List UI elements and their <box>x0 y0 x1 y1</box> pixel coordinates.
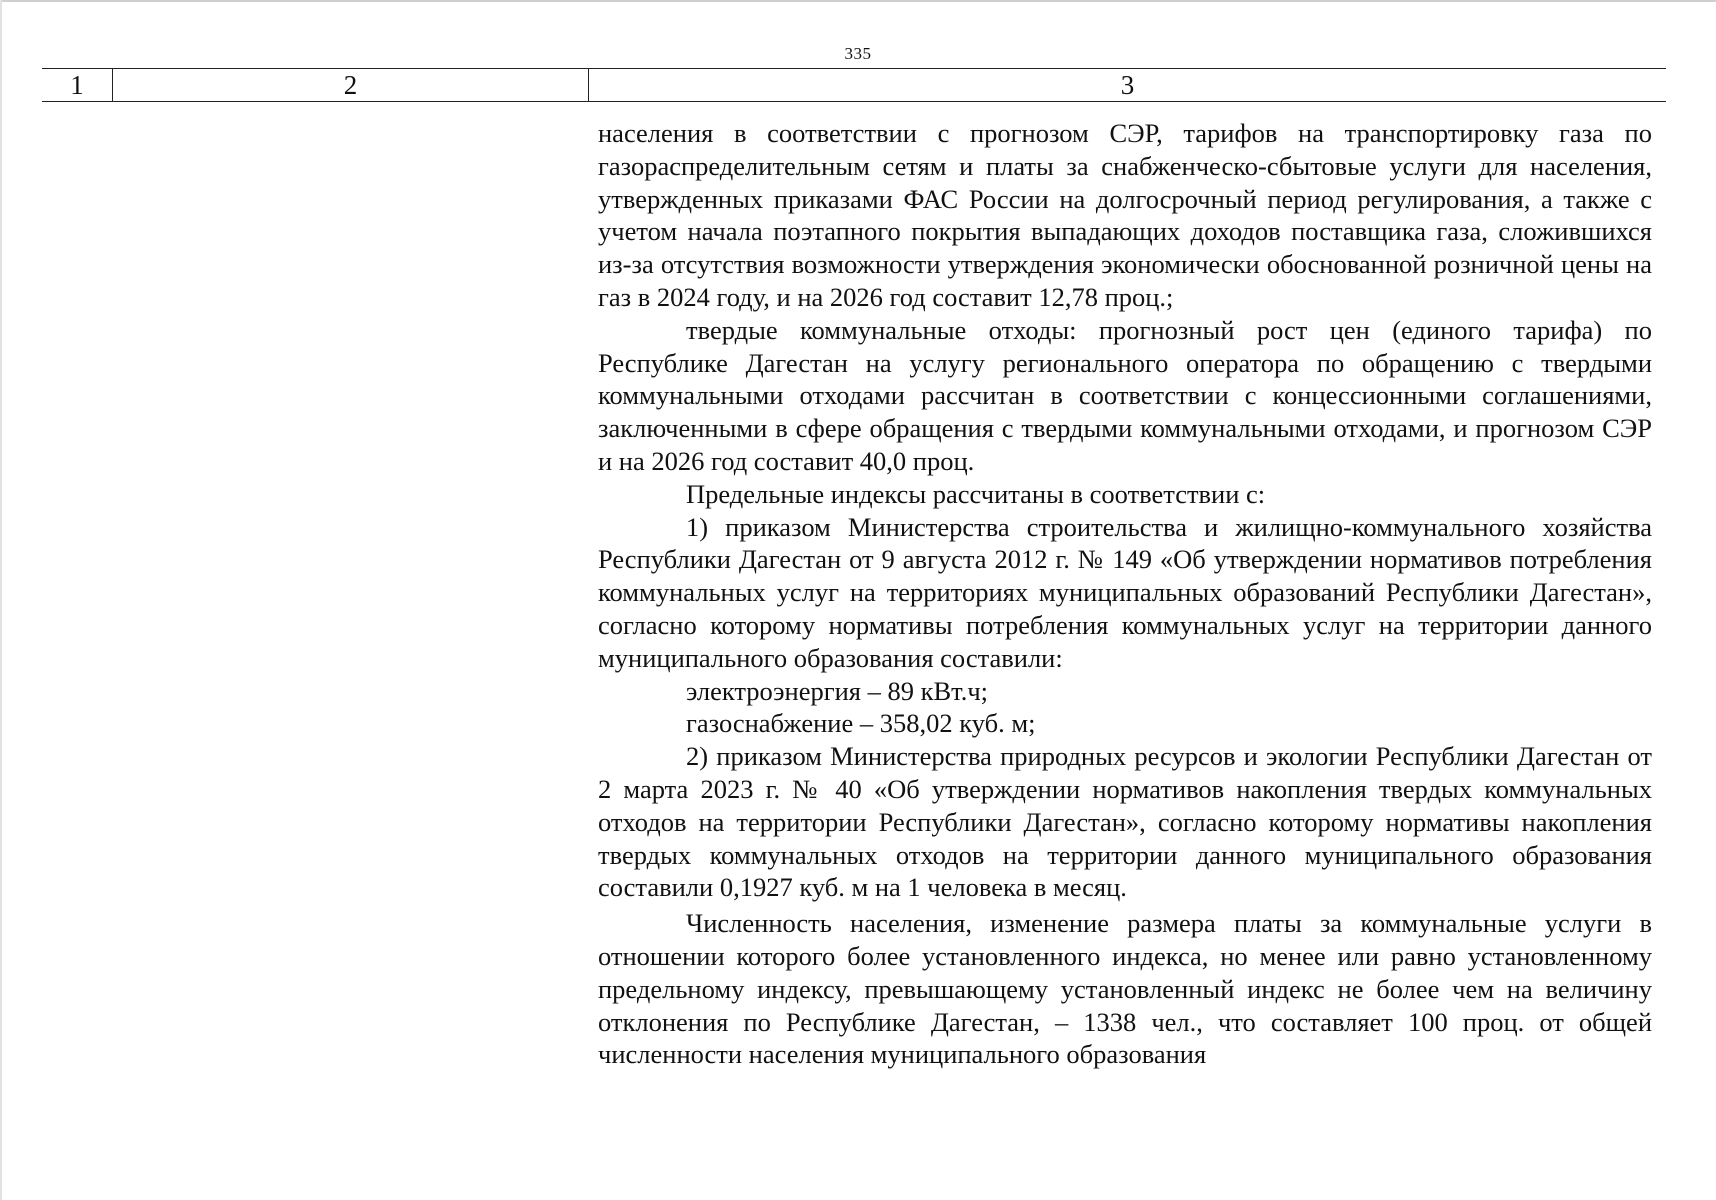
page-number: 335 <box>844 44 872 63</box>
paragraph-gas-tariff: населения в соответствии с прогнозом СЭР, тарифов на транспортировку газа по газораспределительным сетям и платы за снабженческо-сбытовые услуги для населения, утвержденных приказами ФАС России на долгосрочный период регулирования, а также с учетом начала поэтапного покрытия выпадающих доходов поставщика газа, сложившихся из-за отсутствия возможности утверждения экономически обоснованной розничной цены на газ в 2024 году, и на 2026 год составит 12,78 проц.; <box>598 118 1652 312</box>
paragraph-gas-supply: газоснабжение – 358,02 куб. м; <box>686 708 1036 739</box>
paragraph-limit-indexes: Предельные индексы рассчитаны в соответствии с: <box>686 478 1266 509</box>
paragraph-order-149: 1) приказом Министерства строительства и жилищно-коммунального хозяйства Республики Дагестан от 9 августа 2012 г. № 149 «Об утверждении нормативов потребления коммунальных услуг на территориях муниципальных образований Республики Дагестан», согласно которому нормативы потребления коммунальных услуг на территории данного муниципального образования составили: <box>598 511 1652 673</box>
table-column-header <box>42 68 1666 102</box>
document-body <box>598 117 1652 1071</box>
scan-top-edge <box>0 0 1716 2</box>
paragraph-order-40: 2) приказом Министерства природных ресурсов и экологии Республики Дагестан от 2 марта 2023 г. № 40 «Об утверждении нормативов накопления твердых коммунальных отходов на территории Республики Дагестан», согласно которому нормативы накопления твердых коммунальных отходов на территории данного муниципального образования составили 0,1927 куб. м на 1 человека в месяц. <box>598 741 1652 903</box>
column-number-1: 1 <box>42 69 113 101</box>
paragraph-electricity: электроэнергия – 89 кВт.ч; <box>686 675 989 706</box>
paragraph-population: Численность населения, изменение размера платы за коммунальные услуги в отношении которого более установленного индекса, но менее или равно установленному предельному индексу, превышающему установленный индекс не более чем на величину отклонения по Республике Дагестан, – 1338 чел., что составляет 100 проц. от общей численности населения муниципального образования <box>598 908 1652 1070</box>
paragraph-solid-waste: твердые коммунальные отходы: прогнозный рост цен (единого тарифа) по Республике Дагестан на услугу регионального оператора по обращению с твердыми коммунальными отходами рассчитан в соответствии с концессионными соглашениями, заключенными в сфере обращения с твердыми коммунальными отходами, и прогнозом СЭР и на 2026 год составит 40,0 проц. <box>598 314 1652 476</box>
column-number-3: 3 <box>1120 70 1135 100</box>
column-number-2: 2 <box>113 69 589 101</box>
scan-left-edge <box>0 0 2 1200</box>
